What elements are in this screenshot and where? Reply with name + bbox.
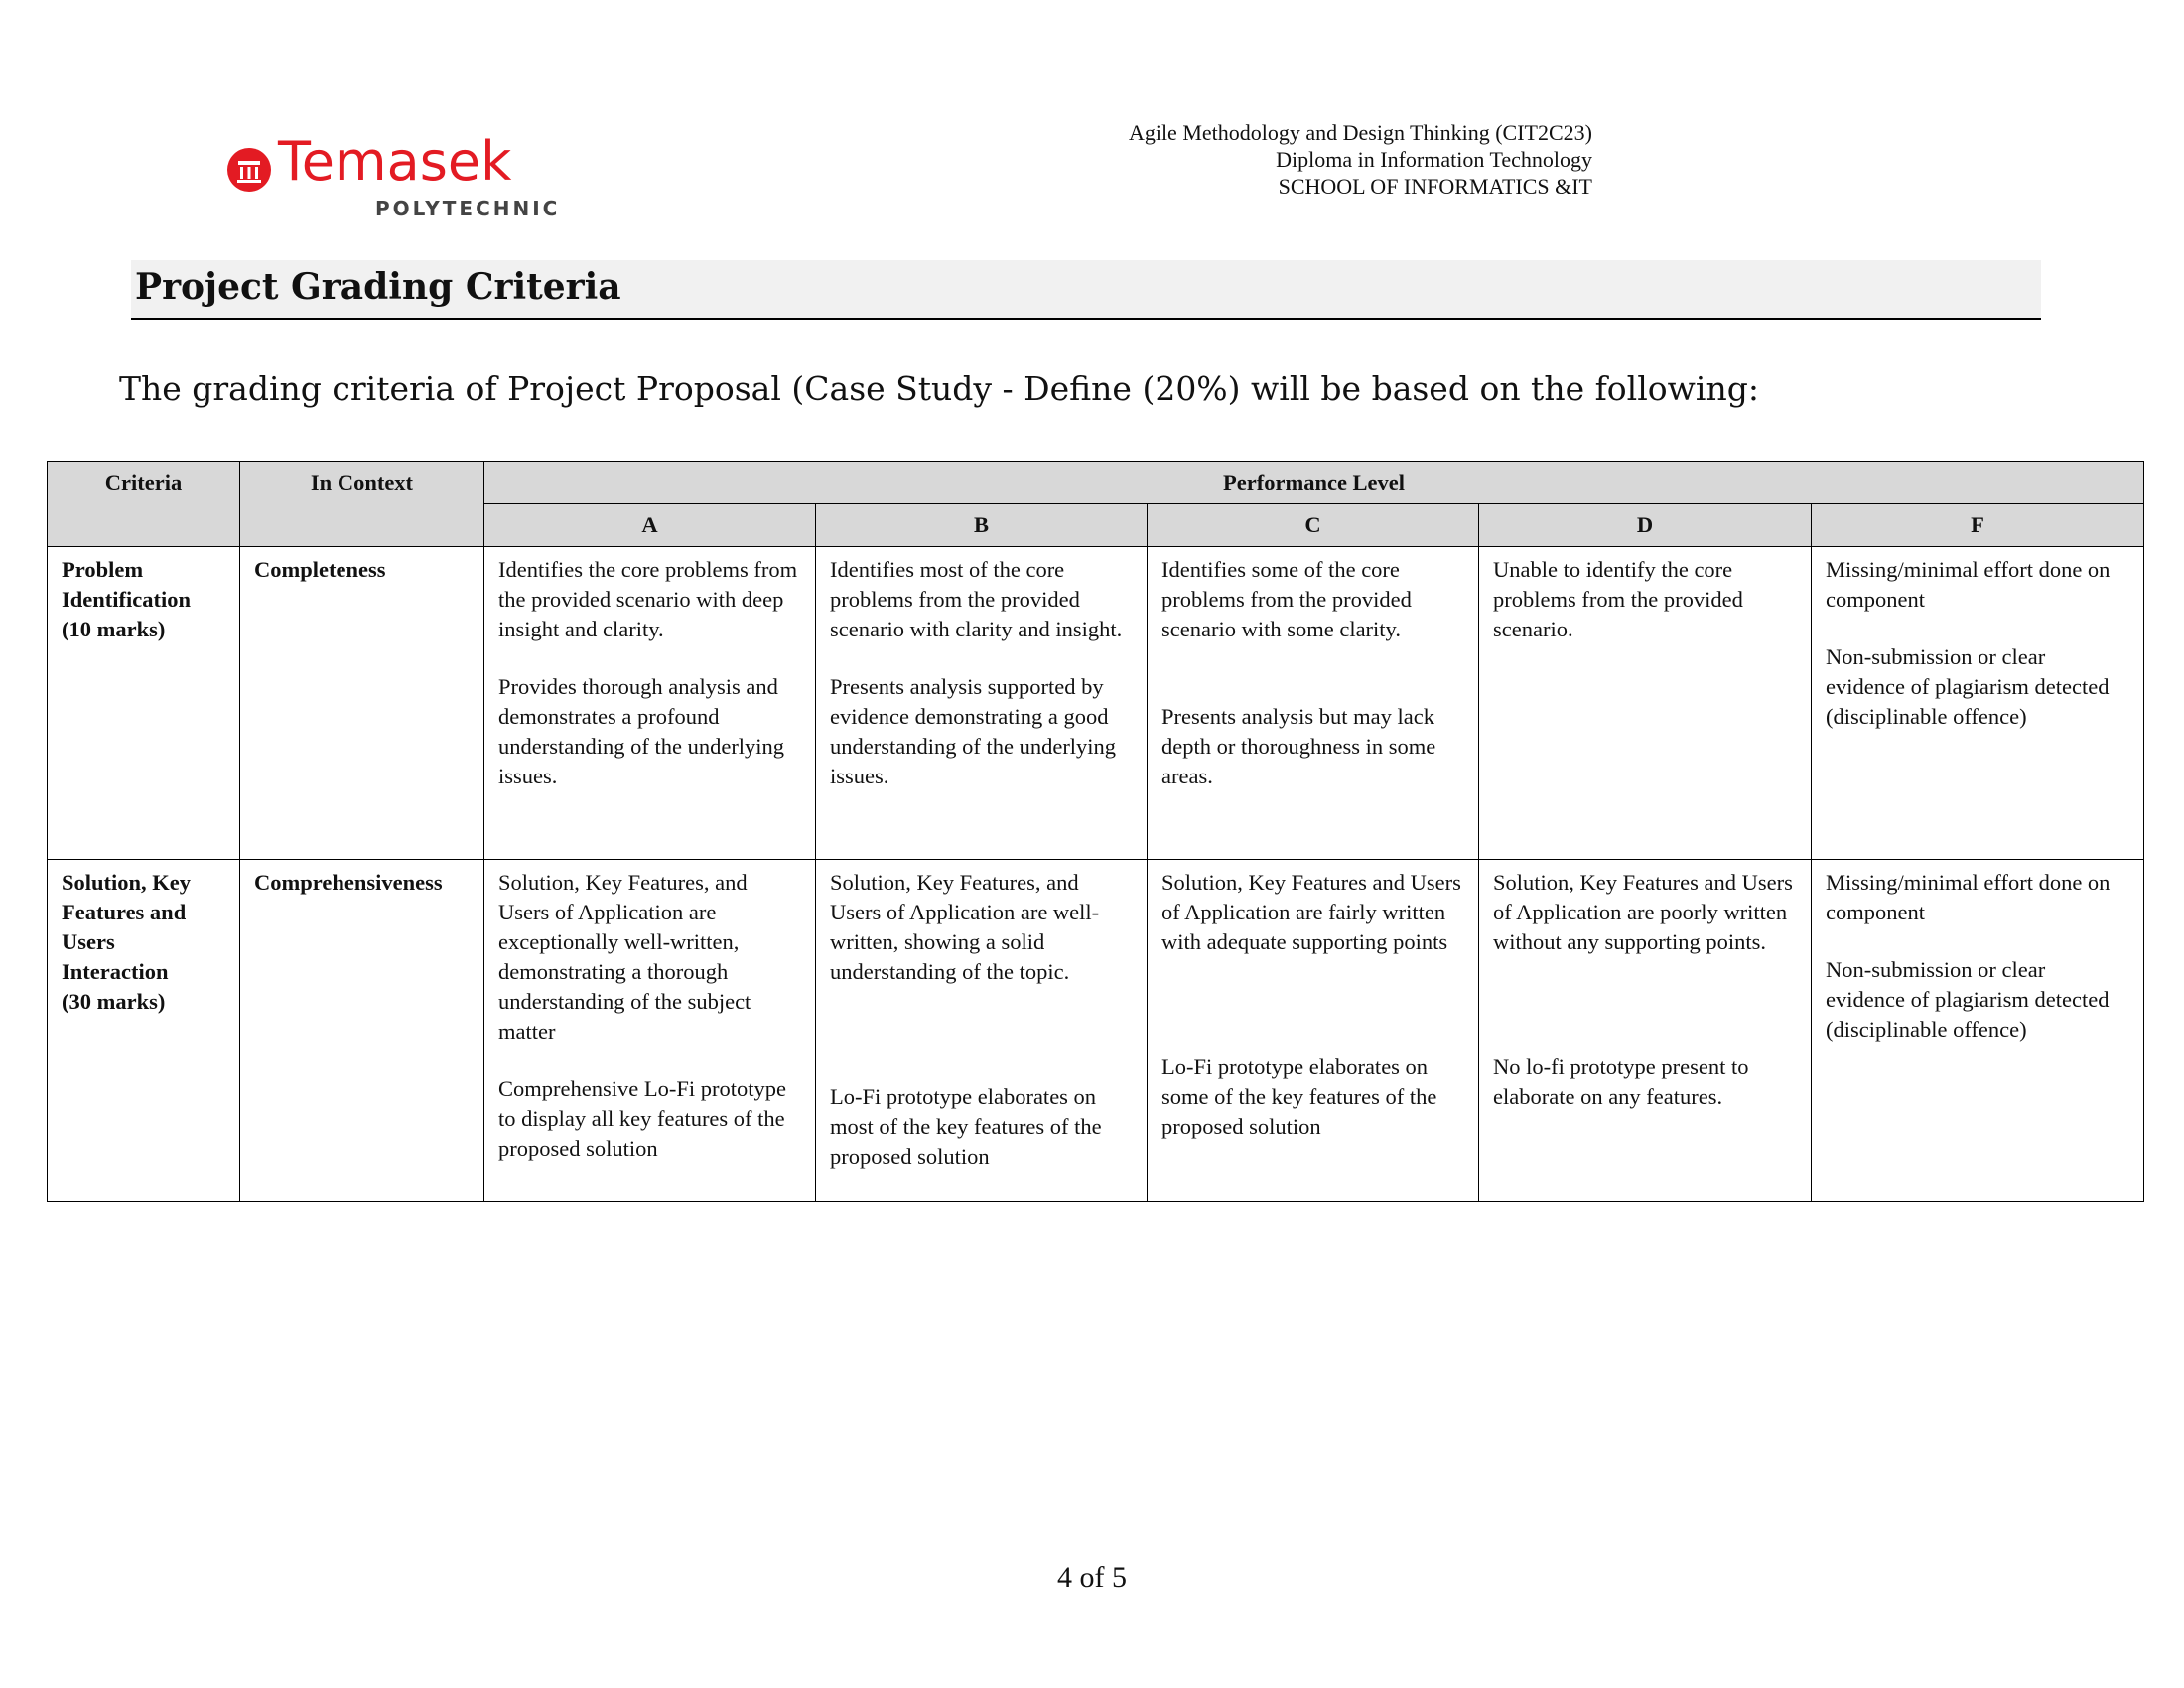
level-c-cell bbox=[1148, 860, 1479, 1202]
header-level-a: A bbox=[484, 504, 816, 547]
temasek-logo bbox=[226, 130, 561, 228]
header-performance-level: Performance Level bbox=[484, 462, 2144, 504]
descriptor-text: Provides thorough analysis and demonstrates a profound understanding of the underlying issues. bbox=[498, 674, 785, 788]
page-title: Project Grading Criteria bbox=[135, 266, 621, 308]
logo-subtitle: POLYTECHNIC bbox=[375, 197, 561, 220]
level-b-cell bbox=[816, 547, 1148, 860]
criteria-line: Identification bbox=[62, 587, 192, 612]
criteria-line: Interaction bbox=[62, 959, 169, 984]
criteria-line: Users bbox=[62, 929, 115, 954]
title-band bbox=[131, 260, 2041, 320]
descriptor-text: Presents analysis but may lack depth or thoroughness in some areas. bbox=[1161, 704, 1436, 788]
descriptor-text: Identifies the core problems from the provided scenario with deep insight and clarity. bbox=[498, 557, 798, 641]
descriptor-text: Missing/minimal effort done on component bbox=[1826, 870, 2111, 924]
criteria-cell bbox=[48, 860, 240, 1202]
descriptor-text: No lo-fi prototype present to elaborate on any features. bbox=[1493, 1055, 1749, 1109]
descriptor-text: Identifies some of the core problems from the provided scenario with some clarity. bbox=[1161, 557, 1412, 641]
descriptor-text: Solution, Key Features and Users of Application are fairly written with adequate supporting points bbox=[1161, 870, 1461, 954]
descriptor-text: Solution, Key Features, and Users of Application are exceptionally well-written, demonstrating a thorough understanding of the subject matter bbox=[498, 870, 751, 1044]
criteria-marks: (30 marks) bbox=[62, 989, 166, 1014]
header-criteria: Criteria bbox=[48, 462, 240, 547]
page-number: 4 of 5 bbox=[1057, 1561, 1127, 1594]
course-title: Agile Methodology and Design Thinking (CIT2C23) bbox=[1128, 120, 1592, 145]
intro-text: The grading criteria of Project Proposal (Case Study - Define (20%) will be based on the following: bbox=[119, 369, 1759, 408]
level-c-cell bbox=[1148, 547, 1479, 860]
course-info bbox=[1129, 119, 1592, 200]
level-f-cell bbox=[1812, 547, 2144, 860]
level-b-cell bbox=[816, 860, 1148, 1202]
descriptor-text: Identifies most of the core problems from the provided scenario with clarity and insight. bbox=[830, 557, 1123, 641]
header-level-d: D bbox=[1479, 504, 1812, 547]
descriptor-text: Non-submission or clear evidence of plagiarism detected (disciplinable offence) bbox=[1826, 644, 2110, 729]
table-row bbox=[48, 547, 2144, 860]
header-level-f: F bbox=[1812, 504, 2144, 547]
descriptor-text: Missing/minimal effort done on component bbox=[1826, 557, 2111, 612]
descriptor-text: Lo-Fi prototype elaborates on some of the key features of the proposed solution bbox=[1161, 1055, 1437, 1139]
level-d-cell bbox=[1479, 860, 1812, 1202]
logo-wordmark: Temasek bbox=[278, 130, 512, 193]
diploma-name: Diploma in Information Technology bbox=[1276, 147, 1592, 172]
descriptor-text: Comprehensive Lo-Fi prototype to display all key features of the proposed solution bbox=[498, 1076, 786, 1161]
criteria-cell bbox=[48, 547, 240, 860]
criteria-line: Features and bbox=[62, 900, 187, 924]
level-a-cell bbox=[484, 860, 816, 1202]
temasek-emblem-icon bbox=[226, 147, 272, 193]
grading-rubric-table bbox=[47, 461, 2144, 1202]
descriptor-text: Non-submission or clear evidence of plagiarism detected (disciplinable offence) bbox=[1826, 957, 2110, 1042]
level-d-cell bbox=[1479, 547, 1812, 860]
header-level-b: B bbox=[816, 504, 1148, 547]
school-name: SCHOOL OF INFORMATICS &IT bbox=[1278, 174, 1592, 199]
descriptor-text: Presents analysis supported by evidence demonstrating a good understanding of the underlying issues. bbox=[830, 674, 1117, 788]
level-a-cell bbox=[484, 547, 816, 860]
descriptor-text: Lo-Fi prototype elaborates on most of the key features of the proposed solution bbox=[830, 1084, 1102, 1169]
level-f-cell bbox=[1812, 860, 2144, 1202]
header-in-context: In Context bbox=[240, 462, 484, 547]
header-level-c: C bbox=[1148, 504, 1479, 547]
context-cell: Comprehensiveness bbox=[240, 860, 484, 1202]
descriptor-text: Unable to identify the core problems from the provided scenario. bbox=[1493, 557, 1743, 641]
context-cell: Completeness bbox=[240, 547, 484, 860]
descriptor-text: Solution, Key Features, and Users of Application are well-written, showing a solid understanding of the topic. bbox=[830, 870, 1100, 984]
criteria-line: Solution, Key bbox=[62, 870, 192, 895]
descriptor-text: Solution, Key Features and Users of Application are poorly written without any supporting points. bbox=[1493, 870, 1793, 954]
criteria-marks: (10 marks) bbox=[62, 617, 166, 641]
table-row bbox=[48, 860, 2144, 1202]
criteria-line: Problem bbox=[62, 557, 144, 582]
